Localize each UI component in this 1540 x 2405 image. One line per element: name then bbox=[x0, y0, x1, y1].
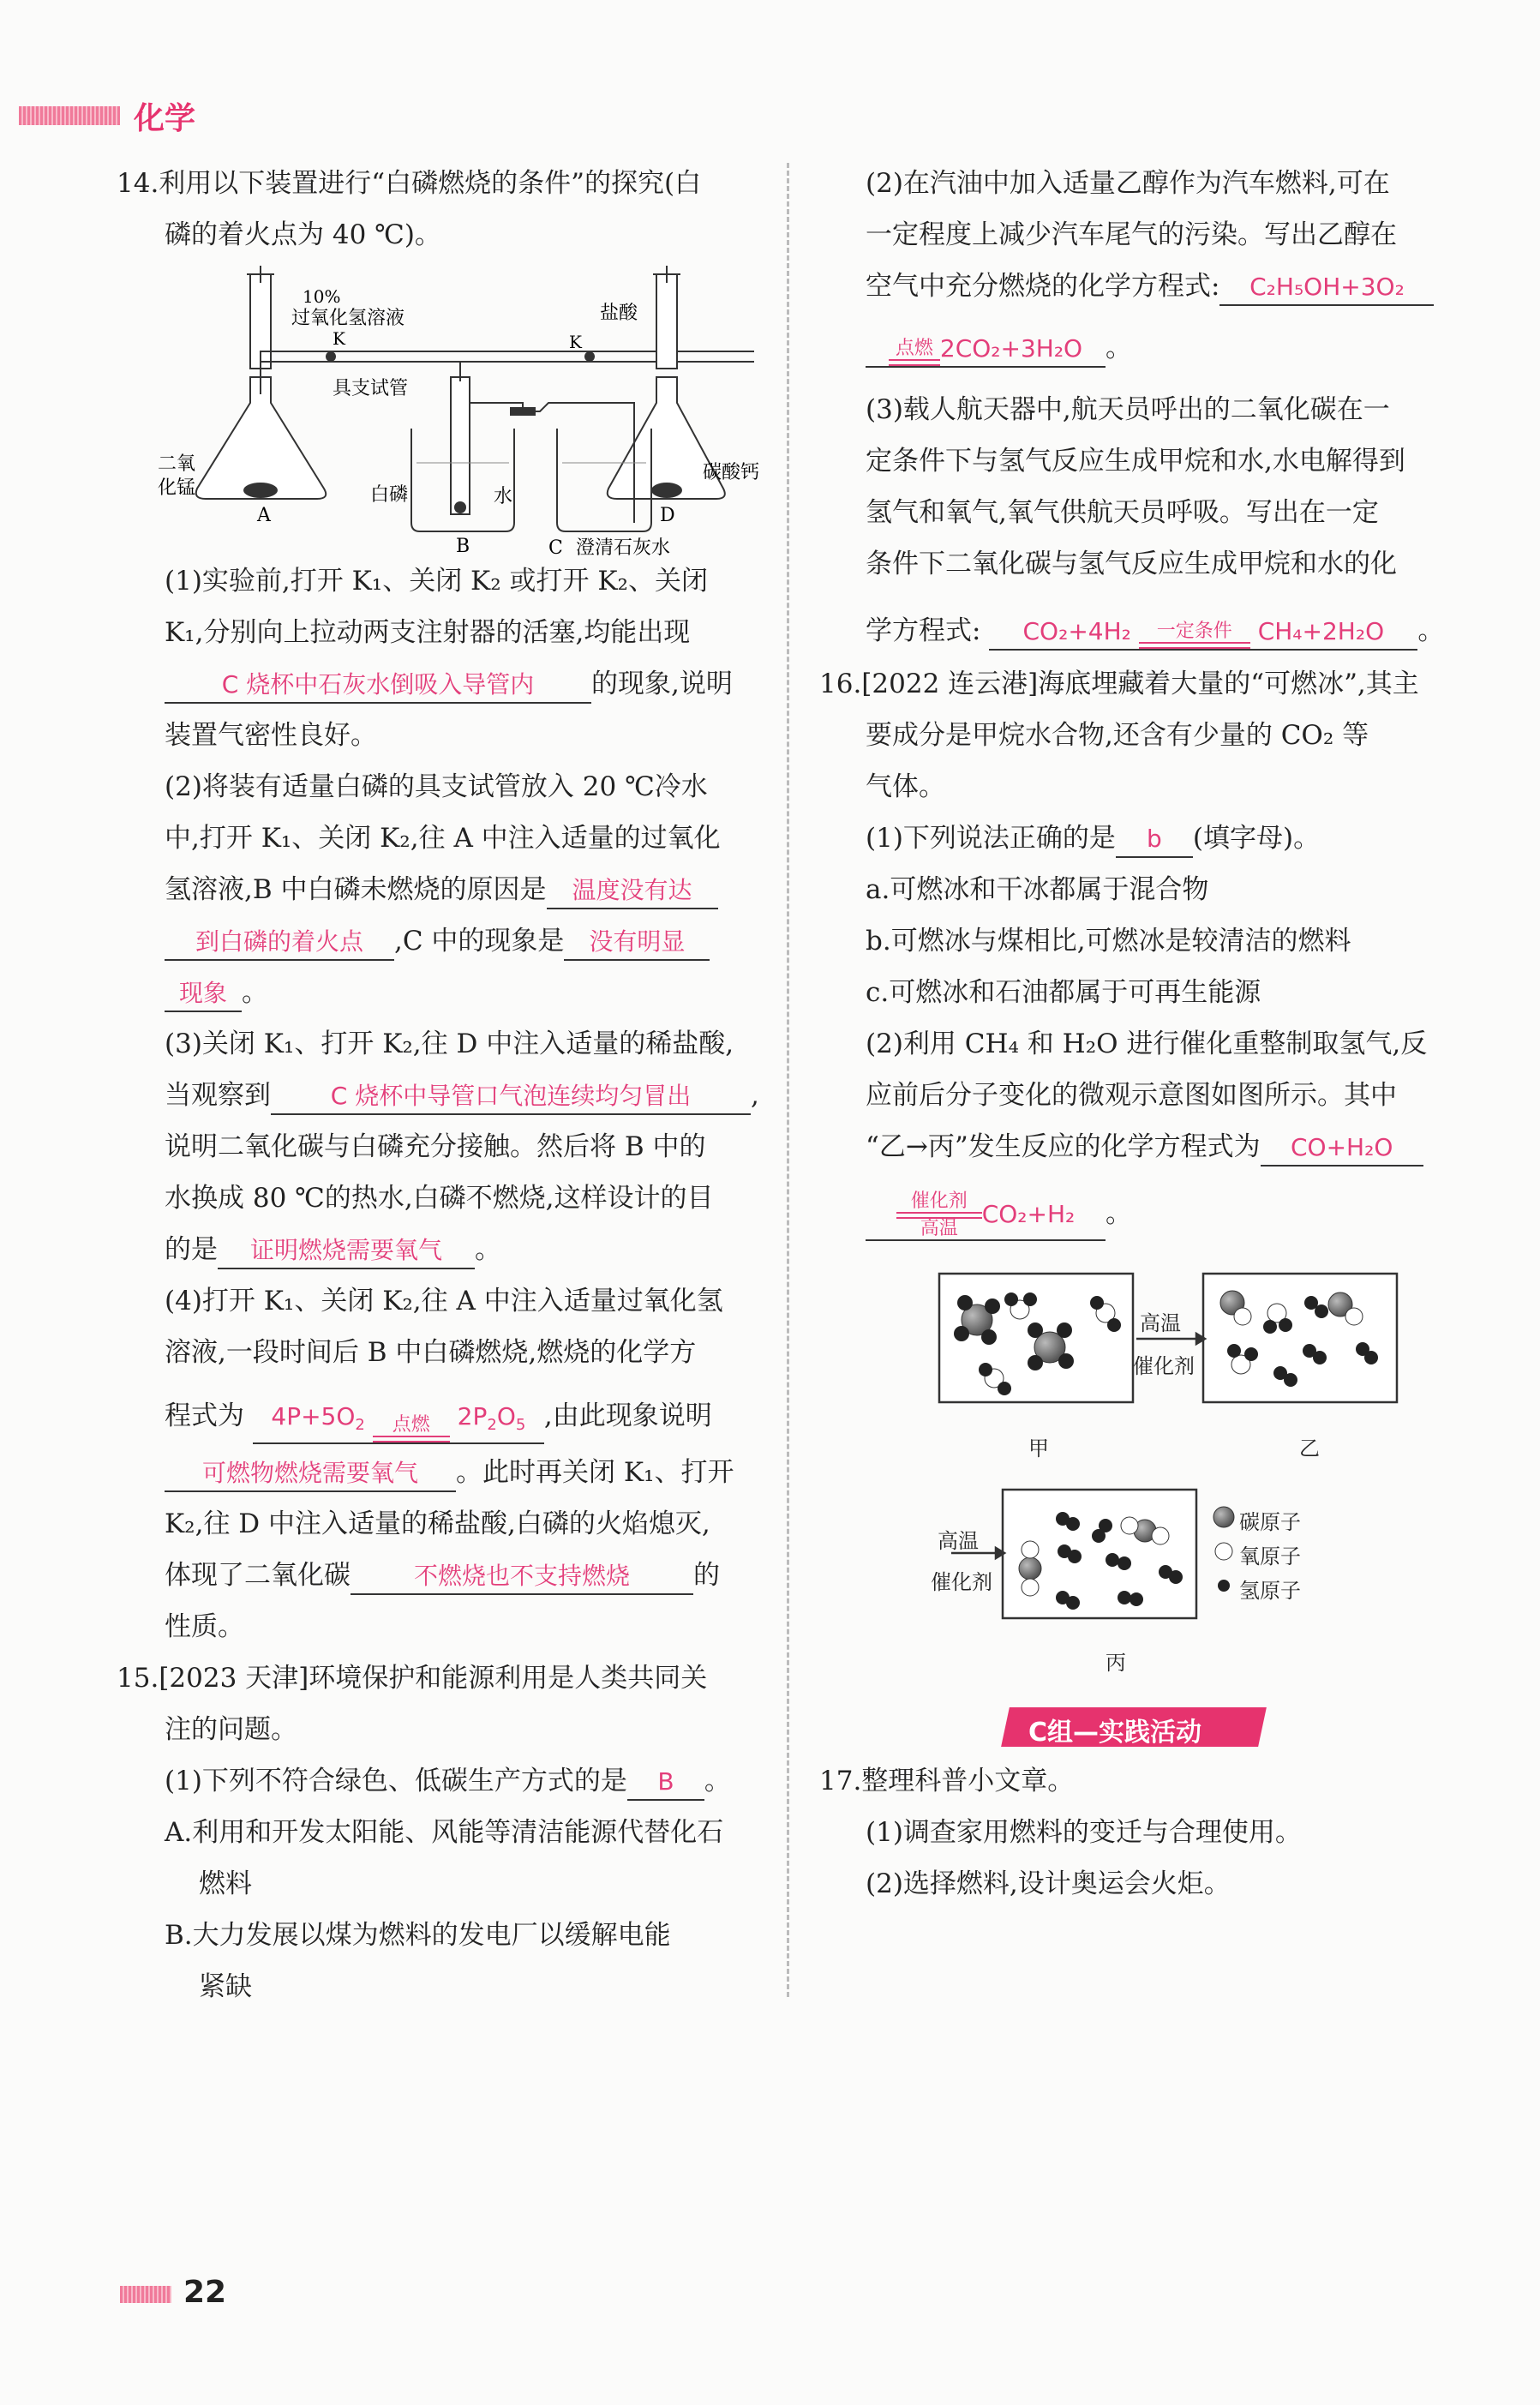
q15-p2-line4: 点燃 2CO₂+3H₂O 。 bbox=[866, 322, 1132, 374]
q16-stem-line3: 气体。 bbox=[866, 771, 945, 802]
q14-p2-answer2b: 现象 bbox=[165, 976, 242, 1012]
q15-p2-line3: 空气中充分燃烧的化学方程式: C₂H₅OH+3O₂ bbox=[866, 261, 1434, 312]
fig-label-C: C bbox=[548, 537, 563, 557]
q14-p3-line5: 的是 证明燃烧需要氧气 。 bbox=[165, 1224, 501, 1275]
q14-p4-line1: (4)打开 K₁、关闭 K₂,往 A 中注入适量过氧化氢 bbox=[165, 1286, 723, 1316]
q16-p2-line4: 催化剂 高温 CO₂+H₂ 。 bbox=[866, 1188, 1132, 1241]
q17-p1: (1)调查家用燃料的变迁与合理使用。 bbox=[866, 1817, 1302, 1848]
q15-optB-line2: 紧缺 bbox=[199, 1971, 252, 2002]
q14-p4-line5: K₂,往 D 中注入适量的稀盐酸,白磷的火焰熄灭, bbox=[165, 1508, 710, 1539]
q15-p3-line5: 学方程式: CO₂+4H₂ 一定条件 CH₄+2H₂O 。 bbox=[866, 605, 1444, 657]
fig-label-conc: 10% bbox=[303, 286, 341, 307]
page-number: 22 bbox=[183, 2275, 227, 2310]
fig-label-h2o2: 过氧化氢溶液 bbox=[291, 308, 405, 329]
q16-p2-equation-left: CO+H₂O bbox=[1261, 1131, 1423, 1167]
q14-p2-line3: 氢溶液,B 中白磷未燃烧的原因是 温度没有达 bbox=[165, 864, 718, 915]
q14-p3-answer2: 证明燃烧需要氧气 bbox=[218, 1233, 475, 1269]
q14-p2-line5: 现象 。 bbox=[165, 967, 268, 1018]
q15-optA-line2: 燃料 bbox=[199, 1868, 252, 1899]
q14-p3-answer1: C 烧杯中导管口气泡连续均匀冒出 bbox=[271, 1079, 751, 1115]
q15-optA-line1: A.利用和开发太阳能、风能等清洁能源代替化石 bbox=[165, 1817, 724, 1848]
box-jia bbox=[939, 1274, 1133, 1402]
fig-label-yi: 乙 bbox=[1299, 1436, 1320, 1460]
q14-p2-answer1: 温度没有达 bbox=[547, 873, 718, 909]
column-divider bbox=[787, 163, 789, 1997]
q14-p4-line6: 体现了二氧化碳 不燃烧也不支持燃烧 的 bbox=[165, 1550, 720, 1601]
q15-p3-line3: 氢气和氧气,氧气供航天员呼吸。写出在一定 bbox=[866, 497, 1379, 528]
q17-stem: 17.整理科普小文章。 bbox=[819, 1766, 1075, 1796]
q15-p3-line4: 条件下二氧化碳与氢气反应生成甲烷和水的化 bbox=[866, 549, 1397, 579]
q17-p2: (2)选择燃料,设计奥运会火炬。 bbox=[866, 1868, 1231, 1899]
q14-p1-line2: K₁,分别向上拉动两支注射器的活塞,均能出现 bbox=[165, 617, 691, 648]
q15-optB-line1: B.大力发展以煤为燃料的发电厂以缓解电能 bbox=[165, 1920, 671, 1951]
q14-p1-line3: C 烧杯中石灰水倒吸入导管内 的现象,说明 bbox=[165, 658, 733, 710]
fig-label-B: B bbox=[456, 536, 470, 557]
q16-option-c: c.可燃冰和石油都属于可再生能源 bbox=[866, 977, 1261, 1008]
q15-p3-equation: CO₂+4H₂ 一定条件 CH₄+2H₂O bbox=[989, 615, 1417, 651]
q16-option-a: a.可燃冰和干冰都属于混合物 bbox=[866, 874, 1209, 905]
q15-p2-line1: (2)在汽油中加入适量乙醇作为汽车燃料,可在 bbox=[866, 168, 1390, 199]
q14-p3-line3: 说明二氧化碳与白磷充分接触。然后将 B 中的 bbox=[165, 1131, 706, 1162]
q15-p2-equation-right: 点燃 2CO₂+3H₂O bbox=[866, 332, 1106, 368]
fig-cond-cat-2: 催化剂 bbox=[931, 1570, 992, 1594]
fig-label-tube: 具支试管 bbox=[333, 378, 409, 399]
q14-p3-line2: 当观察到 C 烧杯中导管口气泡连续均匀冒出 , bbox=[165, 1070, 759, 1121]
fig-label-mno2-1: 二氧 bbox=[158, 453, 196, 475]
q16-p2-line1: (2)利用 CH₄ 和 H₂O 进行催化重整制取氢气,反 bbox=[866, 1029, 1428, 1059]
legend-oxygen-icon bbox=[1215, 1543, 1232, 1560]
fig-label-A: A bbox=[257, 505, 271, 526]
legend-carbon-label: 碳原子 bbox=[1239, 1510, 1301, 1534]
fig-cond-cat-1: 催化剂 bbox=[1133, 1354, 1195, 1378]
legend-oxygen-label: 氧原子 bbox=[1239, 1544, 1301, 1568]
q15-p1: (1)下列不符合绿色、低碳生产方式的是 B 。 bbox=[165, 1755, 731, 1807]
fig-label-bing: 丙 bbox=[1106, 1651, 1126, 1675]
q16-p2-line2: 应前后分子变化的微观示意图如图所示。其中 bbox=[866, 1080, 1397, 1111]
q15-p3-line1: (3)载人航天器中,航天员呼出的二氧化碳在一 bbox=[866, 394, 1390, 425]
legend-carbon-icon bbox=[1213, 1507, 1234, 1527]
q16-p1-answer: b bbox=[1116, 822, 1193, 858]
q14-p3-line1: (3)关闭 K₁、打开 K₂,往 D 中注入适量的稀盐酸, bbox=[165, 1029, 734, 1059]
q14-p2-line1: (2)将装有适量白磷的具支试管放入 20 ℃冷水 bbox=[165, 771, 708, 802]
fig-label-mno2-2: 化锰 bbox=[158, 477, 196, 499]
q16-stem-line1: 16.[2022 连云港]海底埋藏着大量的“可燃冰”,其主 bbox=[819, 669, 1419, 699]
q15-stem-line2: 注的问题。 bbox=[165, 1714, 297, 1745]
q16-p1: (1)下列说法正确的是 b (填字母)。 bbox=[866, 813, 1320, 864]
q14-p2-answer2: 没有明显 bbox=[564, 925, 710, 961]
fig-label-D: D bbox=[660, 505, 675, 526]
q14-p4-line7: 性质。 bbox=[165, 1611, 244, 1642]
q14-p2-answer1b: 到白磷的着火点 bbox=[165, 925, 394, 961]
fig-label-lime: 澄清石灰水 bbox=[576, 537, 671, 557]
q14-p1-line1: (1)实验前,打开 K₁、关闭 K₂ 或打开 K₂、关闭 bbox=[165, 566, 708, 597]
fig-cond-temp-1: 高温 bbox=[1140, 1311, 1181, 1335]
legend-hydrogen-icon bbox=[1218, 1580, 1230, 1592]
footer-decoration bbox=[120, 2286, 171, 2303]
q14-p4-answer2: 可燃物燃烧需要氧气 bbox=[165, 1456, 456, 1492]
q16-p2-equation-right: 催化剂 高温 CO₂+H₂ bbox=[866, 1191, 1106, 1241]
q15-p2-equation-left: C₂H₅OH+3O₂ bbox=[1219, 270, 1434, 306]
q16-stem-line2: 要成分是甲烷水合物,还含有少量的 CO₂ 等 bbox=[866, 720, 1369, 751]
q14-p4-equation: $4P+5O_2$ 点燃 $2P_2O_5$ bbox=[253, 1400, 544, 1444]
fig-label-hcl: 盐酸 bbox=[600, 303, 638, 324]
q15-p1-answer: B bbox=[627, 1765, 704, 1801]
subject-title: 化学 bbox=[134, 101, 196, 136]
q14-p1-answer: C 烧杯中石灰水倒吸入导管内 bbox=[165, 668, 591, 704]
q16-p2-line3: “乙→丙”发生反应的化学方程式为 CO+H₂O bbox=[866, 1121, 1423, 1173]
q14-p3-line4: 水换成 80 ℃的热水,白磷不燃烧,这样设计的目 bbox=[165, 1183, 714, 1214]
q14-p4-line2: 溶液,一段时间后 B 中白磷燃烧,燃烧的化学方 bbox=[165, 1337, 697, 1368]
q15-stem-line1: 15.[2023 天津]环境保护和能源利用是人类共同关 bbox=[117, 1663, 708, 1694]
q14-p4-line3: 程式为 $4P+5O_2$ 点燃 $2P_2O_5$ ,由此现象说明 bbox=[165, 1390, 712, 1444]
fig-label-jia: 甲 bbox=[1028, 1436, 1049, 1460]
q15-p3-line2: 定条件下与氢气反应生成甲烷和水,水电解得到 bbox=[866, 446, 1405, 477]
q14-p4-line4: 可燃物燃烧需要氧气 。此时再关闭 K₁、打开 bbox=[165, 1447, 734, 1498]
q14-p1-line4: 装置气密性良好。 bbox=[165, 720, 377, 751]
fig-cond-temp-2: 高温 bbox=[938, 1529, 979, 1553]
section-c-title: C组—实践活动 bbox=[1028, 1718, 1202, 1748]
q15-p2-line2: 一定程度上减少汽车尾气的污染。写出乙醇在 bbox=[866, 219, 1397, 250]
q14-stem-line2: 磷的着火点为 40 ℃)。 bbox=[165, 219, 441, 250]
q16-option-b: b.可燃冰与煤相比,可燃冰是较清洁的燃料 bbox=[866, 926, 1351, 957]
q14-p2-line4: 到白磷的着火点 ,C 中的现象是 没有明显 bbox=[165, 915, 710, 967]
fig-label-k2: K bbox=[569, 332, 582, 352]
q14-apparatus-figure bbox=[154, 266, 780, 557]
fig-label-water: 水 bbox=[494, 486, 513, 507]
q14-stem-line1: 14.利用以下装置进行“白磷燃烧的条件”的探究(白 bbox=[117, 168, 702, 199]
q14-p2-line2: 中,打开 K₁、关闭 K₂,往 A 中注入适量的过氧化 bbox=[165, 823, 721, 854]
legend-hydrogen-label: 氢原子 bbox=[1239, 1579, 1301, 1603]
header-decoration bbox=[19, 106, 120, 125]
q14-p4-answer3: 不燃烧也不支持燃烧 bbox=[351, 1559, 693, 1595]
fig-label-bp: 白磷 bbox=[370, 484, 409, 506]
fig-label-k1: K bbox=[333, 328, 345, 349]
fig-label-caco3: 碳酸钙 bbox=[703, 462, 760, 483]
